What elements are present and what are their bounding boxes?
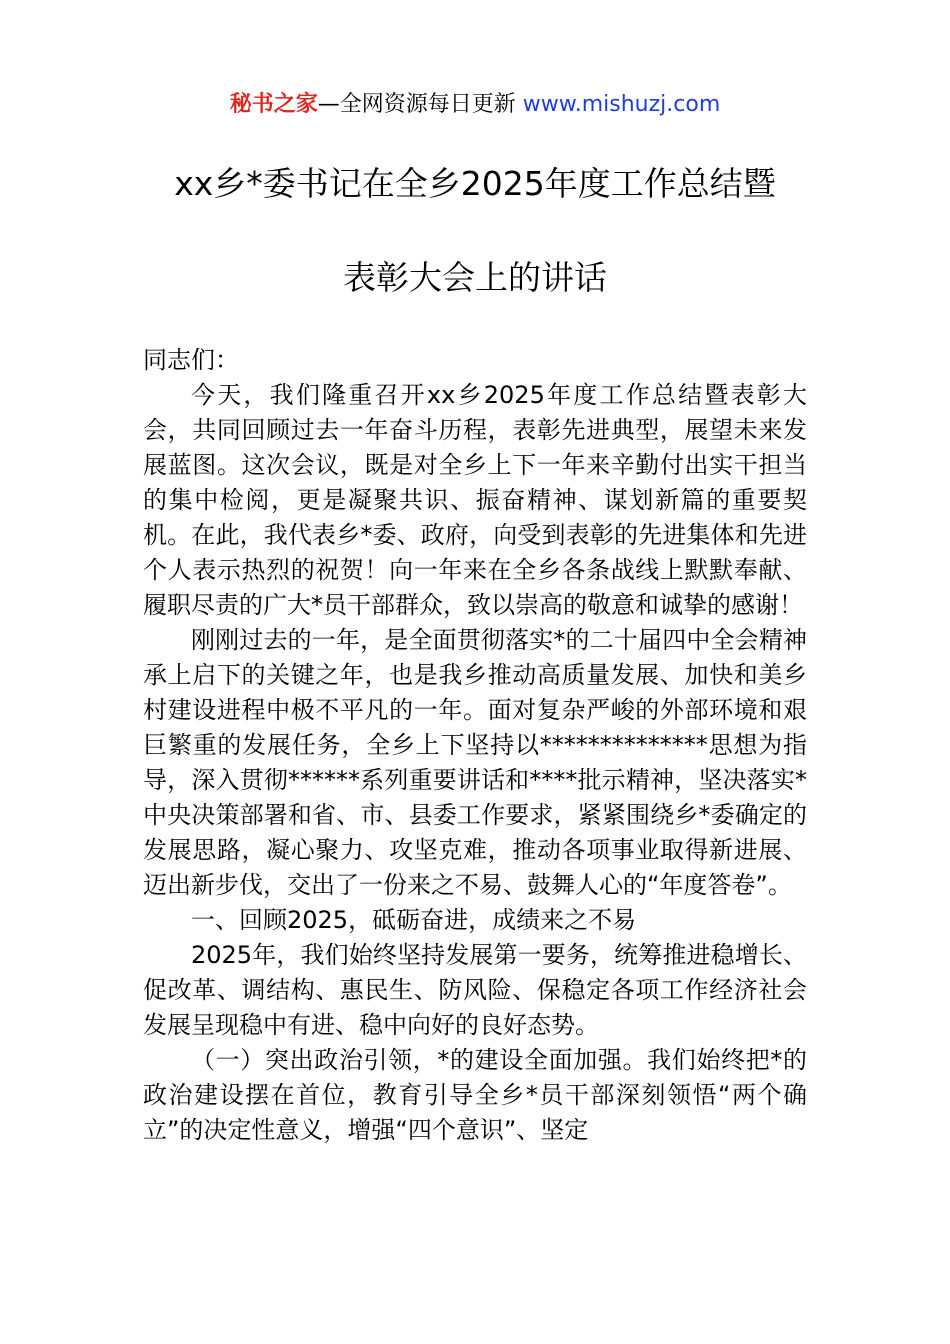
site-tagline: —全网资源每日更新 [317, 92, 523, 117]
site-brand: 秘书之家 [229, 92, 318, 117]
document-body [143, 343, 807, 1148]
body-paragraph: 2025年，我们始终坚持发展第一要务，统筹推进稳增长、促改革、调结构、惠民生、防风险、保稳定各项工作经济社会发展呈现稳中有进、稳中向好的良好态势。 [143, 941, 807, 1039]
site-url-link[interactable]: www.mishuzj.com [522, 92, 721, 117]
site-header [0, 88, 950, 122]
body-paragraph: 今天，我们隆重召开xx乡2025年度工作总结暨表彰大会，共同回顾过去一年奋斗历程，表彰先进典型，展望未来发展蓝图。这次会议，既是对全乡上下一年来辛勤付出实干担当的集中检阅，更是凝聚共识、振奋精神、谋划新篇的重要契机。在此，我代表乡*委、政府，向受到表彰的先进集体和先进个人表示热烈的祝贺！向一年来在全乡各条战线上默默奉献、履职尽责的广大*员干部群众，致以崇高的敬意和诚挚的感谢！ [143, 381, 807, 619]
section-heading: 一、回顾2025，砥砺奋进，成绩来之不易 [191, 906, 637, 934]
document-title-line-2: 表彰大会上的讲话 [343, 258, 607, 297]
document-title-line-1: xx乡*委书记在全乡2025年度工作总结暨 [174, 164, 776, 203]
body-paragraph: 刚刚过去的一年，是全面贯彻落实*的二十届四中全会精神承上启下的关键之年，也是我乡推动高质量发展、加快和美乡村建设进程中极不平凡的一年。面对复杂严峻的外部环境和艰巨繁重的发展任务，全乡上下坚持以**************思想为指导，深入贯彻******系列重要讲话和****批示精神，坚决落实*中央决策部署和省、市、县委工作要求，紧紧围绕乡*委确定的发展思路，凝心聚力、攻坚克难，推动各项事业取得新进展、迈出新步伐，交出了一份来之不易、鼓舞人心的“年度答卷”。 [143, 626, 807, 899]
body-paragraph: （一）突出政治引领，*的建设全面加强。我们始终把*的政治建设摆在首位，教育引导全乡*员干部深刻领悟“两个确立”的决定性意义，增强“四个意识”、坚定 [143, 1046, 807, 1144]
salutation: 同志们： [143, 346, 239, 374]
